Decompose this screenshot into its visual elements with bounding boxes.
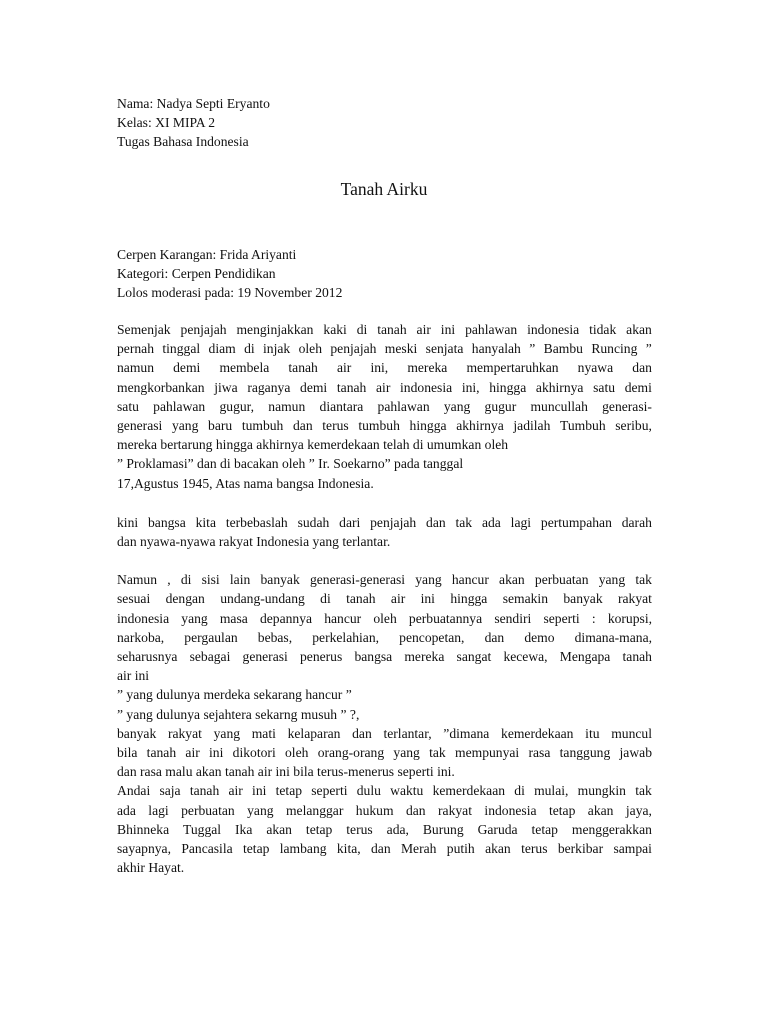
paragraph-line: mereka bertarung hingga akhirnya kemerdekaan telah di umumkan oleh bbox=[117, 437, 509, 453]
document-title: Tanah Airku bbox=[340, 179, 428, 199]
paragraph-line: satu pahlawan gugur, namun diantara pahlawan yang gugur muncullah generasi- bbox=[117, 398, 652, 414]
paragraph-line: bila tanah air ini dikotori oleh orang-orang yang tak mempunyai rasa tanggung jawab bbox=[117, 745, 652, 761]
paragraph-line: 17,Agustus 1945, Atas nama bangsa Indonesia. bbox=[117, 475, 374, 491]
paragraph-line: Bhinneka Tuggal Ika akan tetap terus ada, Burung Garuda tetap menggerakkan bbox=[117, 821, 652, 837]
paragraph-line: namun demi membela tanah air ini, mereka mempertaruhkan nyawa dan bbox=[117, 360, 652, 376]
paragraph-line: ” Proklamasi” dan di bacakan oleh ” Ir. Soekarno” pada tanggal bbox=[117, 456, 464, 472]
paragraph-line: sesuai dengan undang-undang di tanah air ini hingga semakin banyak rakyat bbox=[117, 591, 652, 607]
paragraph-line: ” yang dulunya sejahtera sekarng musuh ” ?, bbox=[117, 706, 360, 722]
student-class: Kelas: XI MIPA 2 bbox=[117, 115, 216, 130]
paragraph-line: ” yang dulunya merdeka sekarang hancur ” bbox=[117, 687, 352, 703]
paragraph-line: dan nyawa-nyawa rakyat Indonesia yang terlantar. bbox=[117, 534, 391, 550]
story-paragraph bbox=[117, 570, 652, 877]
paragraph-line: indonesia yang masa depannya hancur oleh perbuatannya sendiri seperti : korupsi, bbox=[117, 610, 652, 626]
paragraph-line: generasi yang baru tumbuh dan terus tumbuh hingga akhirnya jadilah Tumbuh seribu, bbox=[117, 418, 652, 434]
story-paragraph bbox=[117, 513, 652, 551]
paragraph-line: Semenjak penjajah menginjakkan kaki di tanah air ini pahlawan indonesia tidak akan bbox=[117, 322, 652, 337]
student-name: Nama: Nadya Septi Eryanto bbox=[117, 96, 270, 111]
paragraph-line: ada lagi perbuatan yang melanggar hukum dan rakyat indonesia tetap akan jaya, bbox=[117, 802, 652, 818]
paragraph-line: akhir Hayat. bbox=[117, 860, 185, 876]
moderation-date: Lolos moderasi pada: 19 November 2012 bbox=[117, 285, 343, 300]
paragraph-line: narkoba, pergaulan bebas, perkelahian, pencopetan, dan demo dimana-mana, bbox=[117, 629, 652, 645]
assignment-label: Tugas Bahasa Indonesia bbox=[117, 134, 249, 149]
paragraph-line: air ini bbox=[117, 668, 150, 684]
paragraph-line: dan rasa malu akan tanah air ini bila terus-menerus seperti ini. bbox=[117, 764, 455, 780]
paragraph-line: Andai saja tanah air ini tetap seperti dulu waktu kemerdekaan di mulai, mungkin tak bbox=[117, 783, 652, 799]
student-header bbox=[117, 94, 270, 151]
story-author: Cerpen Karangan: Frida Ariyanti bbox=[117, 247, 297, 262]
story-body bbox=[117, 320, 652, 877]
story-category: Kategori: Cerpen Pendidikan bbox=[117, 266, 276, 281]
paragraph-line: banyak rakyat yang mati kelaparan dan terlantar, ”dimana kemerdekaan itu muncul bbox=[117, 725, 652, 741]
paragraph-line: Namun , di sisi lain banyak generasi-generasi yang hancur akan perbuatan yang tak bbox=[117, 572, 652, 588]
paragraph-line: seharusnya sebagai generasi penerus bangsa mereka sangat kecewa, Mengapa tanah bbox=[117, 649, 652, 665]
paragraph-line: pernah tinggal diam di injak oleh penjajah meski senjata hanyalah ” Bambu Runcing ” bbox=[117, 341, 652, 357]
paragraph-line: kini bangsa kita terbebaslah sudah dari penjajah dan tak ada lagi pertumpahan darah bbox=[117, 514, 652, 530]
paragraph-line: mengkorbankan jiwa raganya demi tanah air indonesia ini, hingga akhirnya satu demi bbox=[117, 379, 652, 395]
story-paragraph bbox=[117, 320, 652, 493]
paragraph-line: sayapnya, Pancasila tetap lambang kita, dan Merah putih akan terus berkibar sampai bbox=[117, 841, 652, 857]
story-meta bbox=[117, 245, 342, 302]
